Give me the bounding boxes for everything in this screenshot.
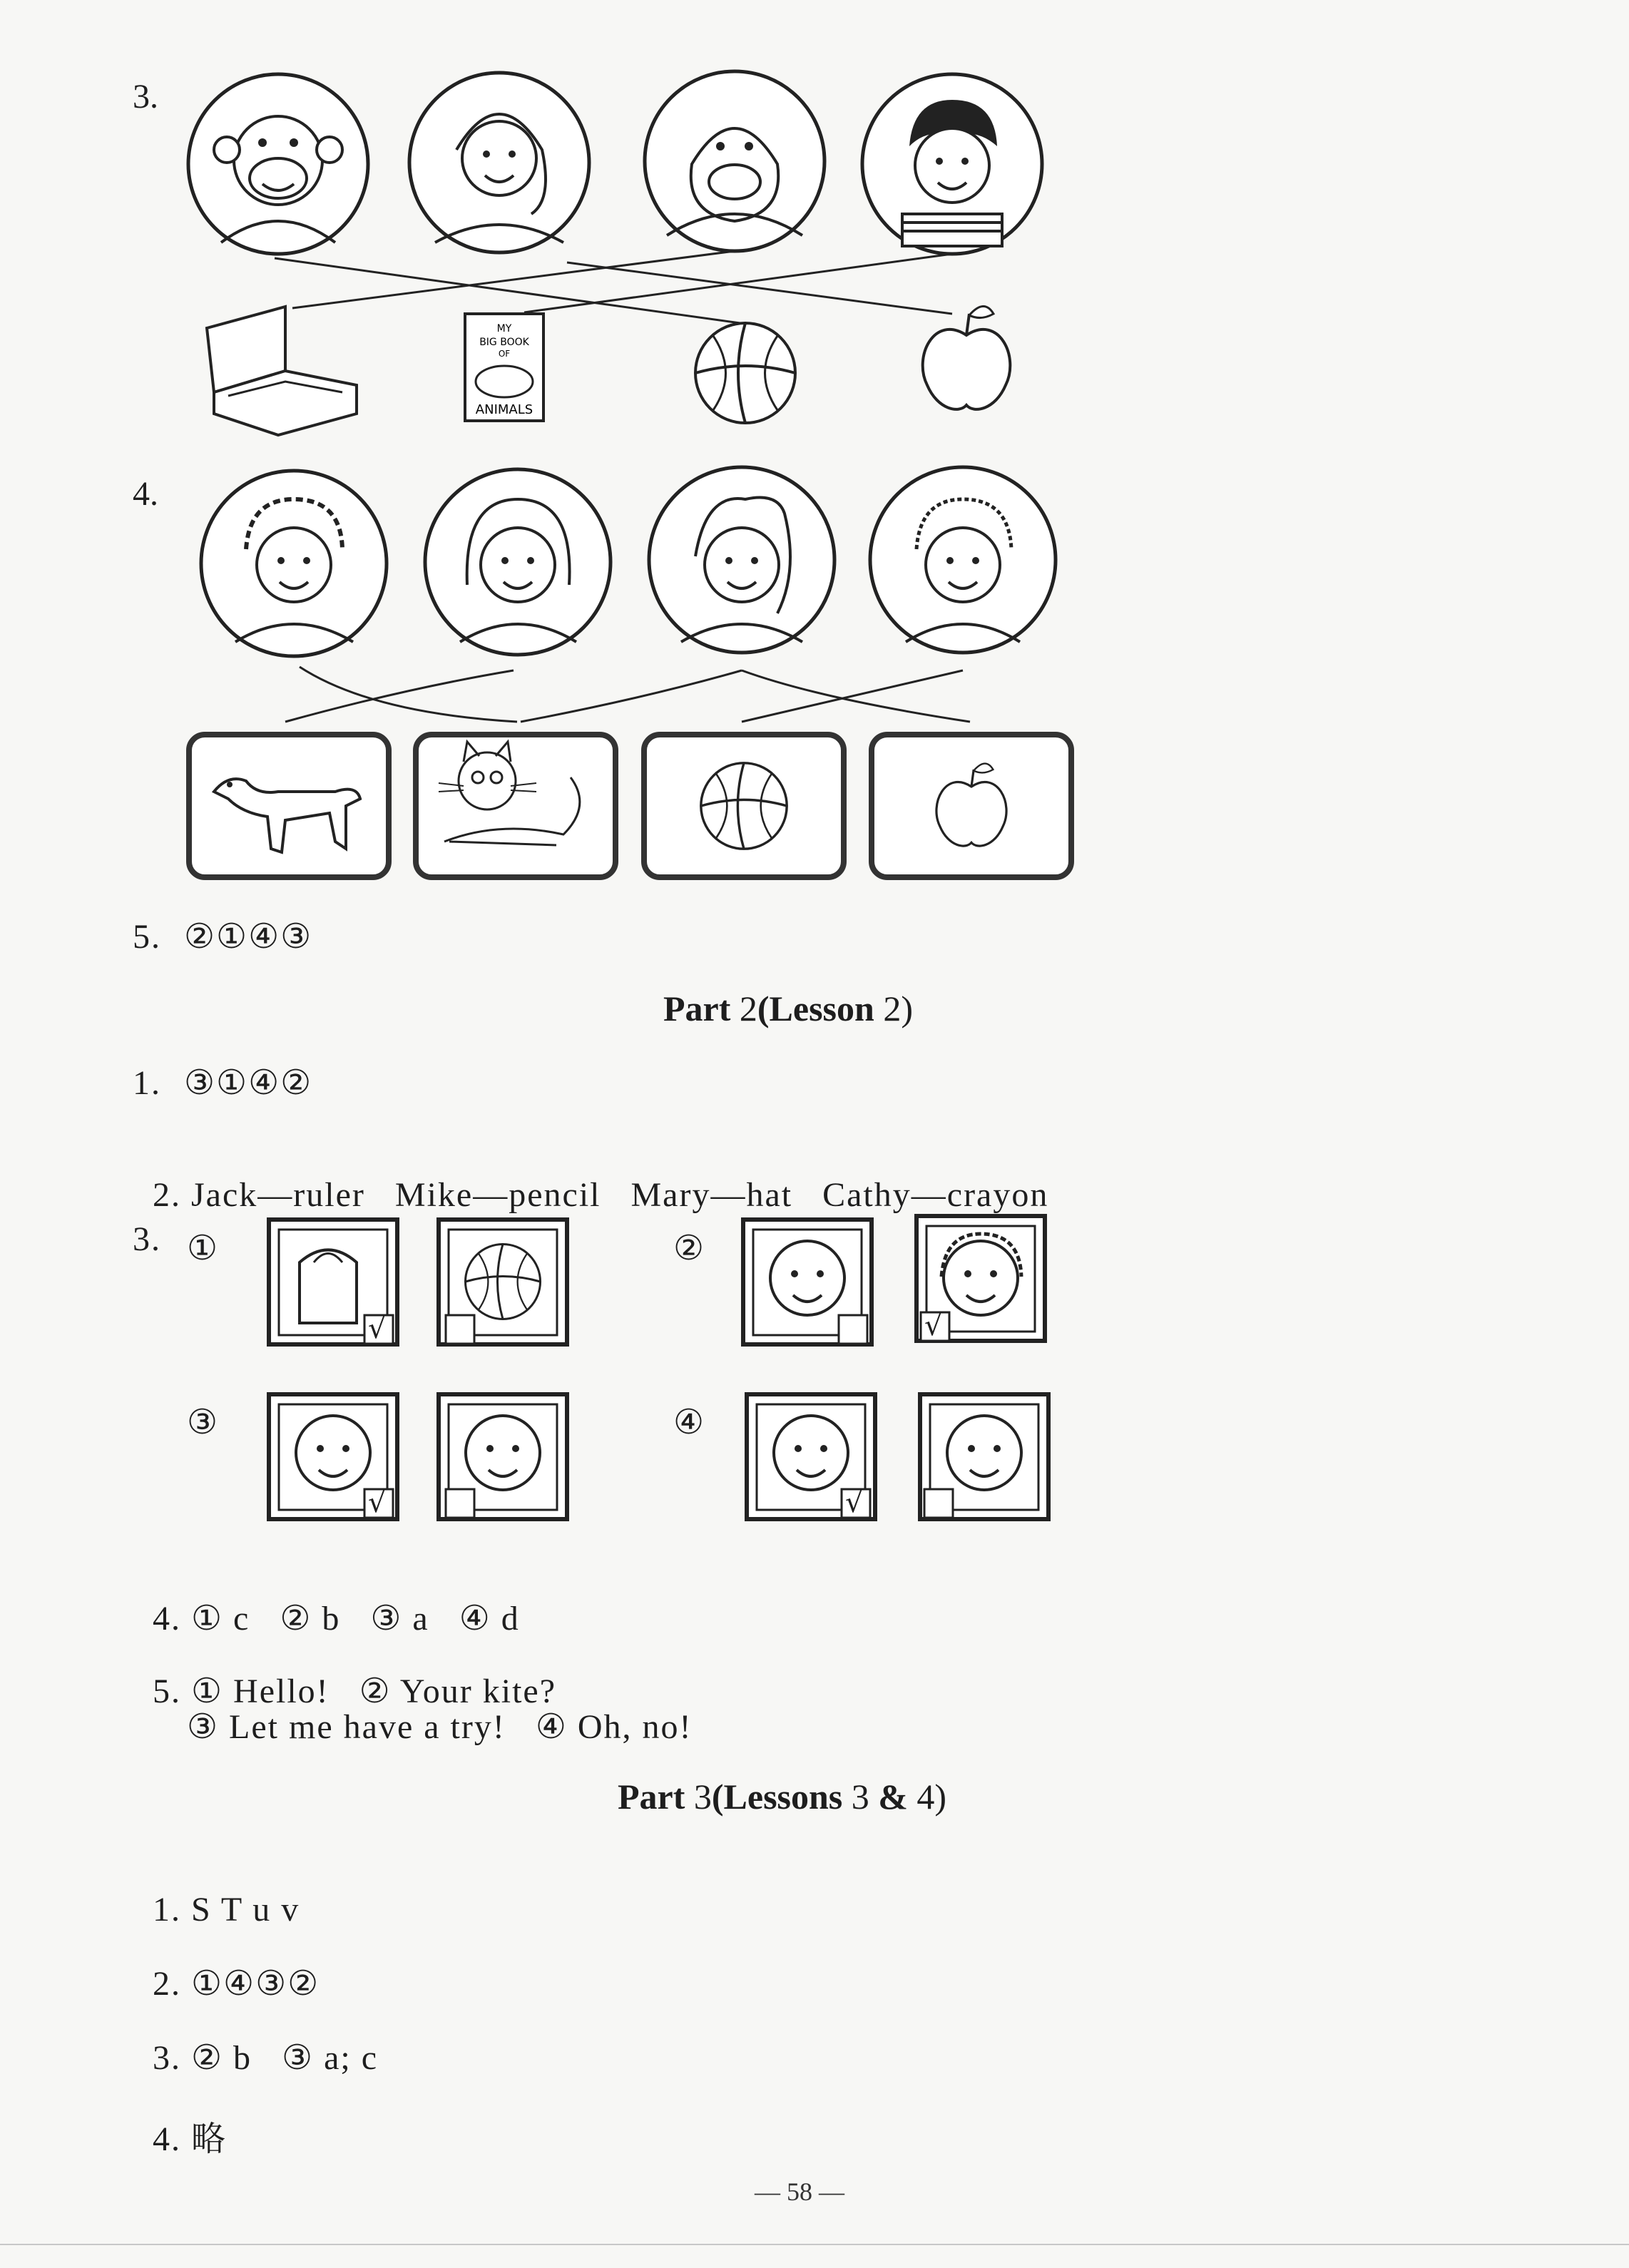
q5-row <box>133 916 312 956</box>
check-mark-4: √ <box>845 1486 864 1519</box>
q3-book <box>465 314 543 421</box>
q4-basketball-frame <box>644 735 844 877</box>
q3-basketball <box>695 323 795 423</box>
q3-girl-portrait <box>409 73 589 252</box>
part2-heading: Part 2(Lesson 2) <box>663 989 913 1028</box>
p3-q4-answer: 略 <box>191 2119 228 2159</box>
q4-boy-curly-portrait <box>201 471 387 656</box>
q4-cat-frame <box>416 735 616 877</box>
p2-q3-number: 3. <box>133 1220 161 1258</box>
p2-q4-row: 4. ① c ② b ③ a ④ d <box>153 1600 520 1638</box>
q4-boy-short-portrait <box>870 467 1056 653</box>
q4-apple-frame <box>872 735 1071 877</box>
p2-q5-row: 5. ① Hello! ② Your kite? <box>153 1672 557 1710</box>
book-title-4: ANIMALS <box>475 402 533 417</box>
p3-q3-answer: ② b ③ a; c <box>191 2039 379 2077</box>
book-title-2: BIG BOOK <box>479 337 529 348</box>
q3-gorilla-portrait <box>645 71 824 251</box>
bottom-rule <box>0 2244 1629 2245</box>
p3-q4-row: 4. 略 <box>153 2119 228 2159</box>
p2-q1-row: 1. ③①④② <box>133 1064 313 1102</box>
p2-q3-label-1: ① <box>187 1230 218 1267</box>
q4-girl-ponytail-portrait <box>649 467 834 653</box>
p3-q2-row: 2. ①④③② <box>153 1965 320 2003</box>
p2-q5-line1: ① Hello! ② Your kite? <box>191 1672 557 1710</box>
book-title-1: MY <box>496 323 512 334</box>
q4-dog-frame <box>189 735 389 877</box>
page-number: — 58 — <box>755 2177 844 2206</box>
part3-heading: Part 3(Lessons 3 & 4) <box>618 1777 947 1817</box>
p2-q3-label-3: ③ <box>187 1404 218 1441</box>
check-mark-2: √ <box>924 1309 943 1342</box>
p3-q3-row: 3. ② b ③ a; c <box>153 2039 379 2077</box>
q4-number: 4. <box>133 475 158 513</box>
p2-q5-line2: ③ Let me have a try! ④ Oh, no! <box>187 1708 693 1746</box>
p2-q2-answer: Jack—ruler Mike—pencil Mary—hat Cathy—crayon <box>191 1176 1049 1214</box>
q3-number: 3. <box>133 78 158 116</box>
book-title-3: OF <box>498 349 511 359</box>
p3-q2-answer: ①④③② <box>191 1965 320 2003</box>
p3-q1-row: 1. S T u v <box>153 1891 300 1929</box>
p2-q3-label-2: ② <box>673 1230 705 1267</box>
p2-q3-label-4: ④ <box>673 1404 705 1441</box>
p2-q4-answer: ① c ② b ③ a ④ d <box>191 1600 520 1638</box>
p2q3-picture-frames <box>269 1216 1048 1519</box>
q3-matching-lines <box>275 251 952 324</box>
p3-q1-answer: S T u v <box>191 1891 300 1929</box>
p2-q1-answer: ③①④② <box>184 1064 313 1102</box>
q3-boy-portrait <box>862 74 1042 254</box>
q3-laptop <box>207 307 357 435</box>
q5-number: 5. <box>133 918 161 956</box>
check-mark-1: √ <box>368 1312 387 1345</box>
p2-q2-row: 2. Jack—ruler Mike—pencil Mary—hat Cathy—crayon <box>153 1176 1049 1214</box>
check-mark-3: √ <box>368 1486 387 1519</box>
q3-monkey-portrait <box>188 74 368 254</box>
q5-answer: ②①④③ <box>184 918 313 956</box>
q4-matching-lines <box>285 667 970 722</box>
q4-girl-bob-portrait <box>425 469 611 655</box>
q3-apple <box>923 306 1011 409</box>
